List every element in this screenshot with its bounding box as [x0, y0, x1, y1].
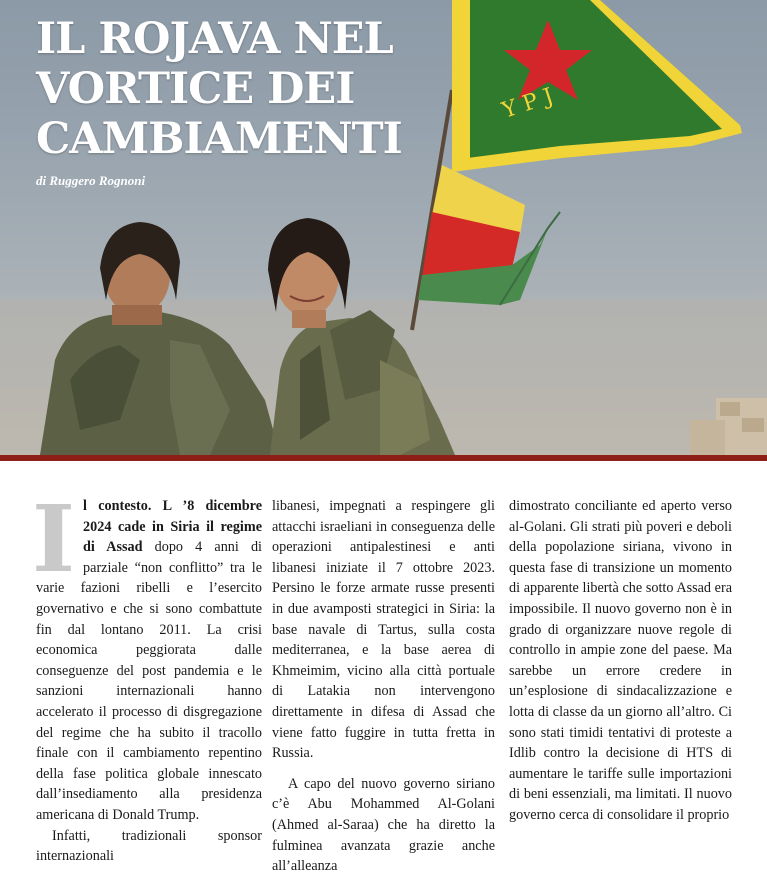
paragraph: dimostrato conciliante ed aperto verso al-Golani. Gli strati più poveri e deboli della popolazione siriana, vivono in questa fase di transizione un momento di apparente libertà che sotto Assad era impossibile. Il nuovo governo non è in grado di organizzare nuove regole di controllo in ampie zone del paese. Ma sarebbe un errore credere in un’esplosione di sindacalizzazione e lotta di classe da un giorno all’altro. Ci sono stati timidi tentativi di proteste a Idlib contro la decisione di HTS di aumentare le tariffe sulle importazioni di beni essenziali, ma limitati. Il nuovo governo cerca di consolidare il proprio	[509, 498, 732, 823]
paragraph-text: dopo 4 anni di parziale “non conflitto” tra le varie fazioni ribelli e l’esercito governativo e che si sono combattute fin dal lontano 2011. La crisi economica peggiorata dalle conseguenze del post pandemia e le sanzioni internazionali hanno accelerato il processo di disgregazione del regime che ha subito il tracollo finale con il cambiamento repentino della fase politica globale innescato dall’insediamento alla presidenza americana di Donald Trump.	[36, 539, 262, 823]
title-line-2: VORTICE DEI	[36, 64, 355, 114]
paragraph: Infatti, tradizionali sponsor internazionali	[36, 827, 262, 865]
title-line-1: IL ROJAVA NEL	[36, 14, 393, 64]
paragraph: A capo del nuovo governo siriano c’è Abu Mohammed Al-Golani (Ahmed al-Saraa) che ha diretto la fulminea avanzata grazie anche all’alleanza	[272, 775, 495, 875]
text-column-1	[32, 485, 262, 867]
lead-in: l contesto. L ’8 dicembre 2024 cade in Siria il regime di Assad	[83, 498, 262, 556]
svg-text:Y P J: Y P J	[499, 83, 557, 124]
title-line-3: CAMBIAMENTI	[36, 114, 402, 164]
tricolor-flag	[418, 165, 560, 305]
divider-rule	[0, 455, 767, 461]
paragraph: libanesi, impegnati a respingere gli attacchi israeliani in conseguenza delle operazioni antipalestinesi e anti libanesi iniziate il 7 ottobre 2023. Persino le forze armate russe presenti in due avamposti strategici in Siria: la base navale di Tartus, sulla costa mediterranea, e la base aerea di Khmeimim, vicino alla città portuale di Latakia non intervengono direttamente in difesa di Assad che viene fatto fuggire in tutta fretta in Russia.	[272, 498, 495, 762]
text-column-3	[509, 496, 732, 826]
text-column-2	[272, 496, 495, 877]
article-title	[36, 14, 402, 164]
byline: di Ruggero Rognoni	[36, 173, 146, 188]
drop-cap: I	[32, 485, 76, 593]
ypj-flag	[452, 0, 742, 172]
paragraph	[32, 485, 262, 826]
